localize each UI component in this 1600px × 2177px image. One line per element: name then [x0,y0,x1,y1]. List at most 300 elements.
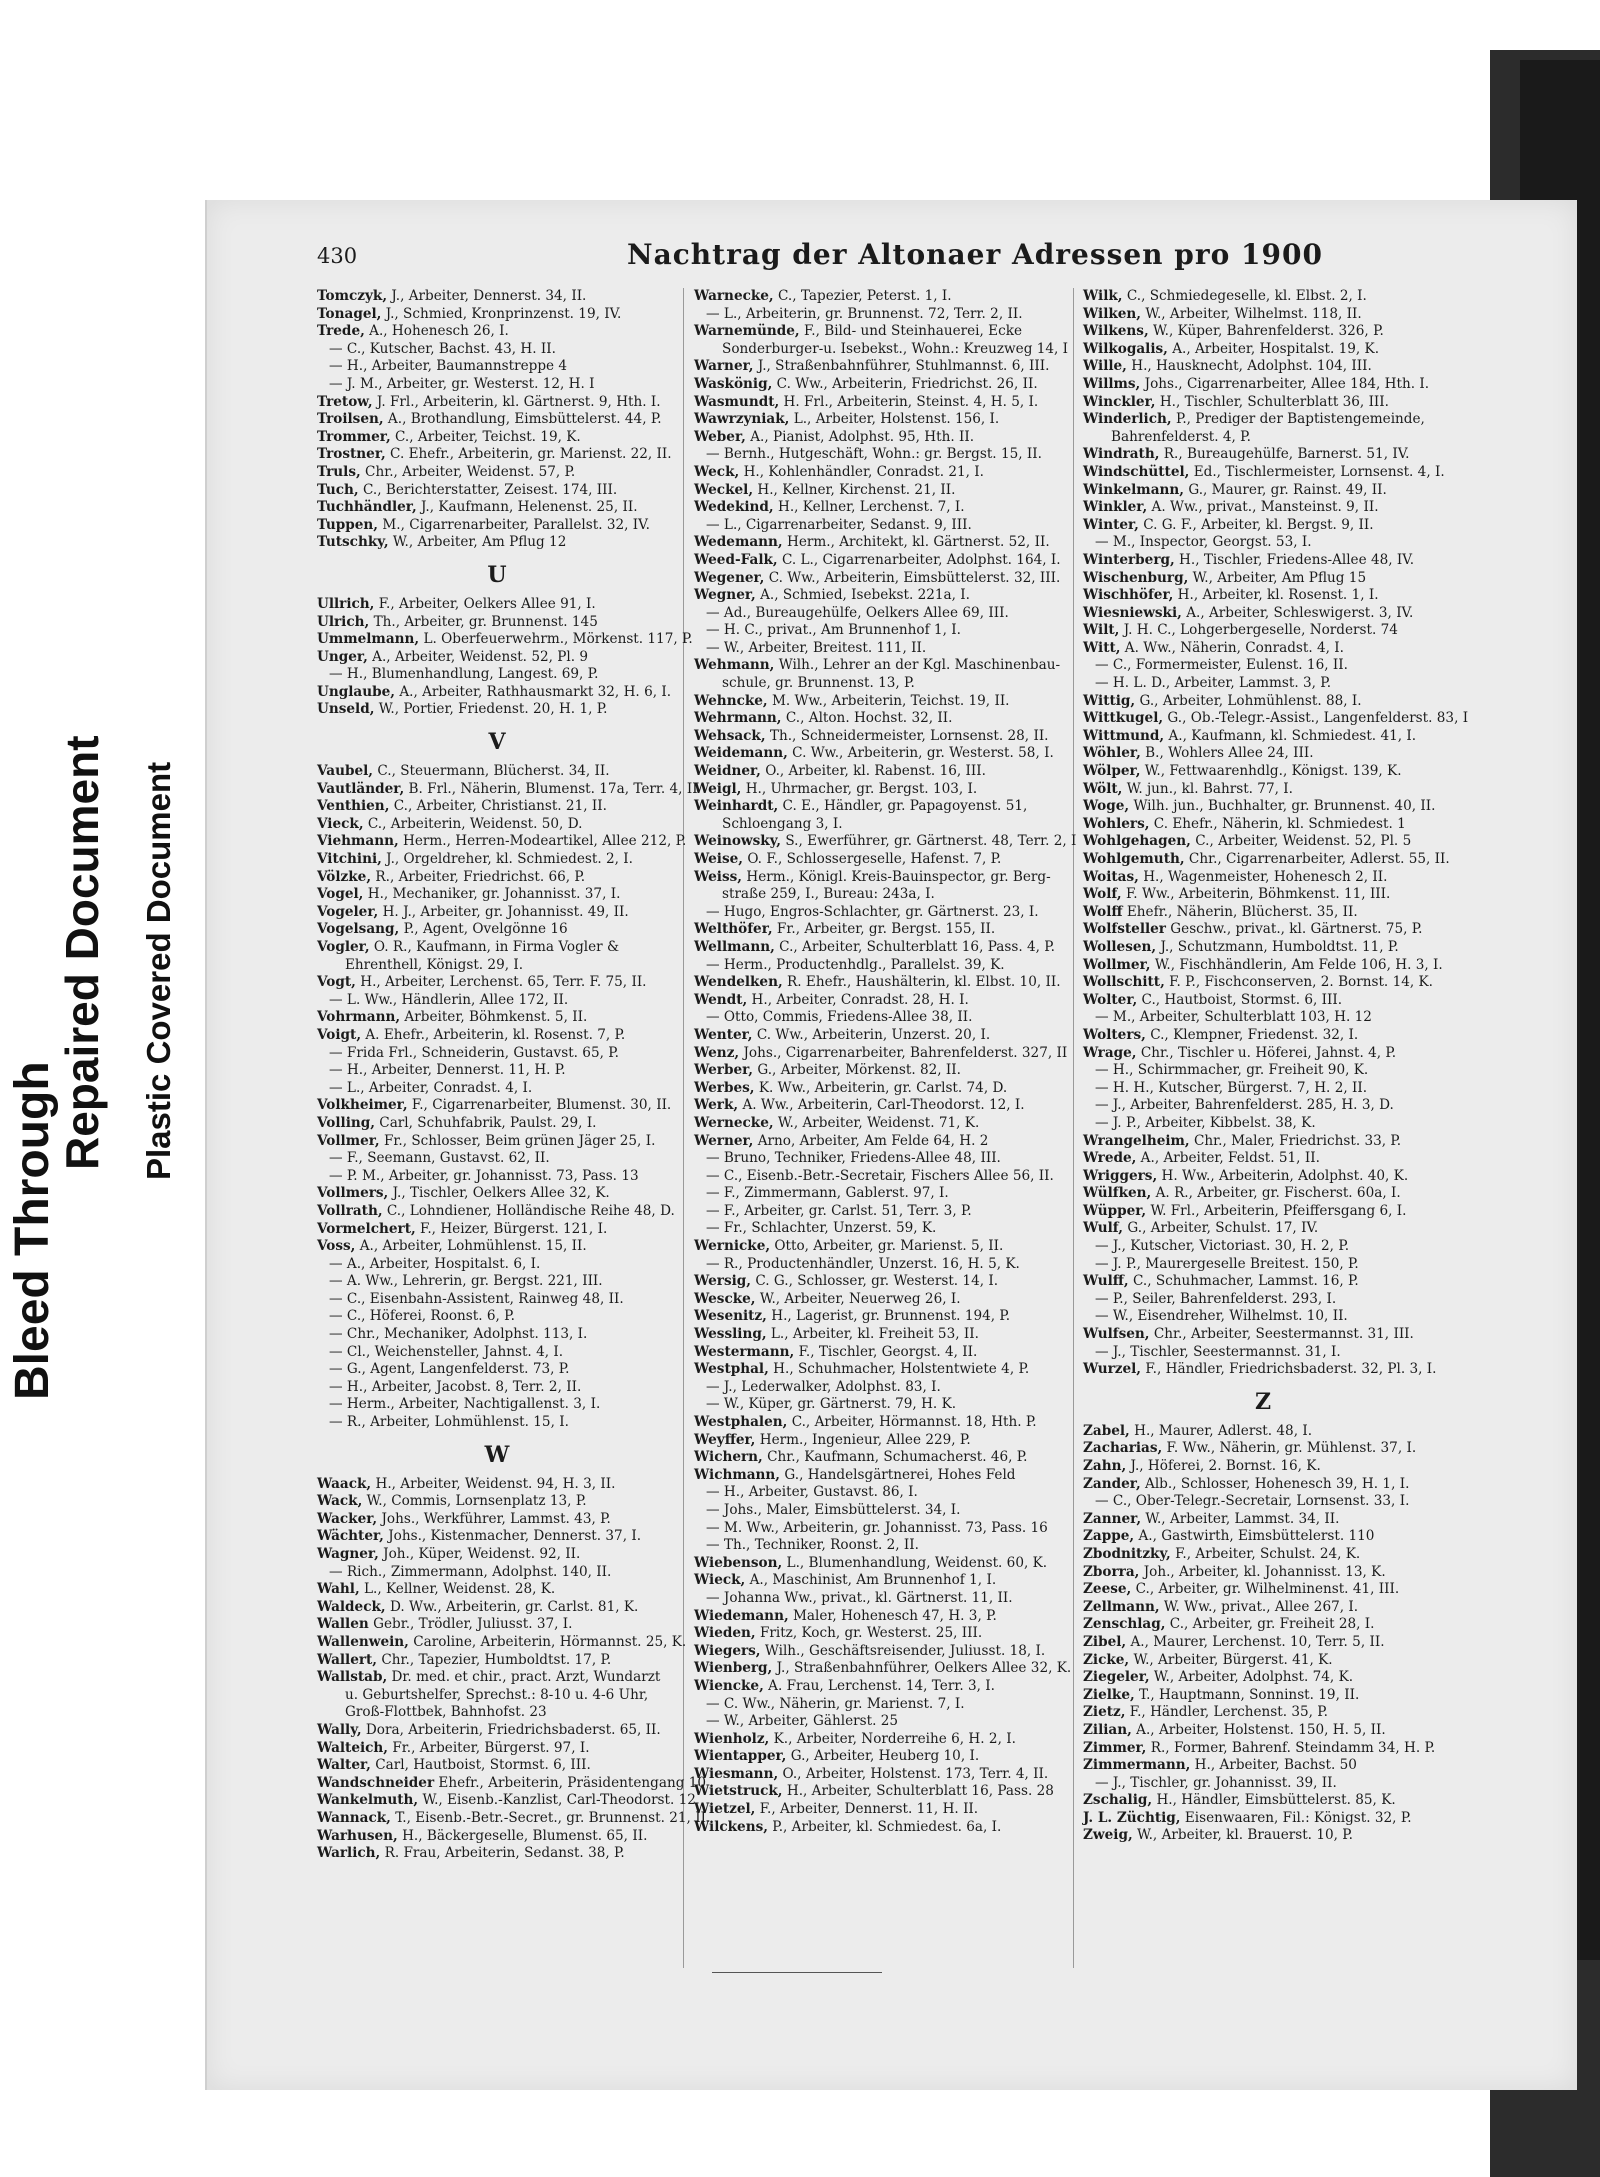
entry-details: Fr., Arbeiter, gr. Bergst. 155, II. [772,921,996,938]
entry-name: Werbes, [694,1079,755,1096]
directory-entry [1083,675,1443,693]
page-title: Nachtrag der Altonaer Adressen pro 1900 [627,238,1323,271]
entry-details: H., Schuhmacher, Holstentwiete 4, P. [768,1361,1030,1378]
directory-entry [694,1520,1054,1538]
directory-entry [694,1009,1054,1027]
entry-details: — J., Tischler, Seestermannst. 31, I. [1095,1343,1341,1360]
entry-name: Zibel, [1083,1633,1127,1650]
entry-name: Wacker, [317,1510,378,1527]
directory-entry [1083,1291,1443,1309]
entry-details: Wilh., Lehrer an der Kgl. Maschinenbau- [774,657,1061,674]
directory-entry [1083,1256,1443,1274]
directory-entry [317,1476,677,1494]
entry-name: Viehmann, [317,833,399,850]
entry-details: straße 259, I., Bureau: 243a, I. [722,886,935,903]
entry-details: Joh., Küper, Weidenst. 92, II. [378,1546,581,1562]
entry-details: — R., Productenhändler, Unzerst. 16, H. 5, K. [706,1255,1020,1272]
directory-entry [317,429,677,447]
directory-entry [317,1062,677,1080]
directory-entry [1083,1185,1443,1203]
entry-details: L., Blumenhandlung, Weidenst. 60, K. [782,1554,1048,1571]
directory-entry [1083,851,1450,869]
entry-details: C., Alton. Hochst. 32, II. [781,710,953,727]
entry-name: Wolf, [1083,886,1122,903]
directory-entry [694,446,1054,464]
directory-entry [1083,552,1443,570]
directory-entry [1083,710,1469,728]
entry-details: Chr., Cigarrenarbeiter, Adlerst. 55, II. [1184,851,1450,867]
entry-name: Zicke, [1083,1651,1130,1668]
directory-entry [694,675,1054,693]
entry-details: W., Portier, Friedenst. 20, H. 1, P. [374,701,608,718]
entry-name: Wiegers, [694,1642,761,1659]
directory-entry [317,1273,677,1291]
entry-details: W., Fettwaarenhdlg., Königst. 139, K. [1140,763,1402,780]
directory-entry [1083,1097,1443,1115]
directory-entry [317,1150,677,1168]
directory-entry [317,358,677,376]
directory-entry [317,1291,677,1309]
entry-details: — Fr., Schlachter, Unzerst. 59, K. [706,1220,937,1237]
directory-entry [1083,728,1443,746]
entry-details: A. Ww., Näherin, Conradst. 4, I. [1120,639,1344,656]
directory-entry [317,1616,677,1634]
directory-entry [694,1256,1054,1274]
entry-name: Wernicke, [694,1238,771,1255]
entry-details: C., Arbeiterin, Weidenst. 50, D. [363,815,583,832]
entry-details: W., Arbeiter, Am Pflug 15 [1188,569,1367,586]
entry-name: Woge, [1083,798,1130,815]
entry-details: F., Tischler, Georgst. 4, II. [794,1343,978,1360]
entry-name: Wehsack, [694,727,766,744]
entry-name: Weiss, [694,868,743,885]
entry-details: T., Eisenb.-Betr.-Secret., gr. Brunnenst. 21, II. [390,1809,711,1826]
entry-details: F., Bild- und Steinhauerei, Ecke [799,323,1022,340]
directory-entry [1083,781,1443,799]
directory-entry [694,1537,1054,1555]
entry-name: Wichmann, [694,1466,781,1483]
entry-details: W., Arbeiter, Adolphst. 74, K. [1149,1669,1354,1686]
directory-entry [317,411,677,429]
directory-entry [1083,288,1443,306]
column-divider [1073,288,1074,1968]
entry-details: O. F., Schlossergeselle, Hafenst. 7, P. [743,851,1002,867]
directory-entry [317,921,677,939]
entry-name: Weyffer, [694,1431,756,1448]
entry-name: Wedemann, [694,534,783,551]
entry-details: S., Ewerführer, gr. Gärtnerst. 48, Terr. 2, I [781,833,1077,850]
entry-details: — M., Arbeiter, Schulterblatt 103, H. 12 [1095,1009,1372,1026]
entry-name: Werk, [694,1097,739,1114]
directory-entry [1083,570,1443,588]
entry-details: Ed., Tischlermeister, Lornsenst. 4, I. [1189,463,1445,480]
directory-entry [317,1546,677,1564]
directory-entry [1083,1757,1443,1775]
directory-entry [694,1273,1054,1291]
entry-details: D. Ww., Arbeiterin, gr. Carlst. 81, K. [385,1598,639,1615]
entry-details: J., Tischler, Oelkers Allee 32, K. [388,1185,610,1202]
entry-details: — Otto, Commis, Friedens-Allee 38, II. [706,1009,973,1026]
entry-name: Wawrzyniak, [694,411,790,428]
entry-details: H., Hausknecht, Adolphst. 104, III. [1126,358,1372,375]
entry-name: Windrath, [1083,446,1160,463]
entry-details: A., Pianist, Adolphst. 95, Hth. II. [745,428,975,445]
entry-name: Wittig, [1083,692,1136,709]
entry-details: Chr., Kaufmann, Schumacherst. 46, P. [762,1449,1028,1466]
entry-name: Wendelken, [694,974,783,991]
directory-entry [317,1828,677,1846]
entry-details: — C., Kutscher, Bachst. 43, H. II. [329,340,556,357]
entry-details: G., Handelsgärtnerei, Hohes Feld [780,1466,1016,1483]
entry-name: Wellmann, [694,938,775,955]
entry-details: u. Geburtshelfer, Sprechst.: 8-10 u. 4-6 Uhr, [345,1686,649,1703]
entry-name: Unseld, [317,701,375,718]
entry-details: — F., Arbeiter, gr. Carlst. 51, Terr. 3, P. [706,1202,972,1219]
entry-details: A., Maurer, Lerchenst. 10, Terr. 5, II. [1126,1633,1385,1650]
directory-entry [1083,1775,1443,1793]
entry-name: Wallstab, [317,1669,388,1686]
entry-name: Weidemann, [694,745,788,762]
entry-details: Bahrenfelderst. 4, P. [1111,428,1251,445]
entry-details: — A. Ww., Lehrerin, gr. Bergst. 221, III. [329,1273,603,1290]
directory-entry [694,1819,1054,1837]
directory-entry [317,376,677,394]
entry-name: Zschalig, [1083,1792,1153,1809]
entry-name: Wiedemann, [694,1607,789,1624]
entry-details: L., Arbeiter, kl. Freiheit 53, II. [766,1326,979,1343]
entry-details: Schloengang 3, I. [722,815,843,832]
directory-entry [317,974,677,992]
entry-details: A., Arbeiter, Schleswigerst. 3, IV. [1181,604,1414,621]
entry-details: H., Maurer, Adlerst. 48, I. [1129,1422,1313,1439]
entry-name: Vogeler, [317,903,379,920]
entry-name: Wack, [317,1493,363,1510]
entry-details: C. G., Schlosser, gr. Westerst. 14, I. [751,1273,999,1290]
directory-entry [317,464,677,482]
entry-details: — Ad., Bureaugehülfe, Oelkers Allee 69, III. [706,604,1009,621]
entry-name: Westermann, [694,1343,795,1360]
entry-name: Weckel, [694,481,754,498]
end-rule [712,1972,882,1973]
entry-details: — H. H., Kutscher, Bürgerst. 7, H. 2, II. [1095,1079,1368,1096]
directory-entry [317,1045,677,1063]
directory-entry [694,1133,1054,1151]
directory-entry [694,1713,1054,1731]
entry-details: A., Brothandlung, Eimsbüttelerst. 44, P. [383,411,662,428]
entry-details: J., Straßenbahnführer, Stuhlmannst. 6, III. [753,358,1050,375]
directory-entry [694,657,1061,675]
entry-details: W., Arbeiter, Neuerweg 26, I. [755,1290,961,1307]
directory-entry [694,974,1061,992]
entry-details: C., Steuermann, Blücherst. 34, II. [373,763,610,780]
directory-entry [1083,833,1443,851]
entry-details: C., Arbeiter, Weidenst. 52, Pl. 5 [1190,833,1412,850]
entry-details: — H., Arbeiter, Jacobst. 8, Terr. 2, II. [329,1378,582,1395]
directory-entry [1083,358,1443,376]
directory-entry [1083,446,1443,464]
entry-name: Westphalen, [694,1414,788,1430]
entry-details: A., Arbeiter, Holstenst. 150, H. 5, II. [1131,1721,1386,1738]
entry-name: Vaubel, [317,763,374,780]
entry-details: G., Maurer, gr. Rainst. 49, II. [1184,481,1387,498]
entry-details: H., Händler, Eimsbüttelerst. 85, K. [1152,1792,1396,1809]
directory-entry [1083,904,1443,922]
entry-details: C. G. F., Arbeiter, kl. Bergst. 9, II. [1138,516,1374,533]
entry-name: Wesenitz, [694,1308,767,1325]
entry-details: W., Arbeiter, Weidenst. 71, K. [773,1114,980,1131]
entry-details: H., Arbeiter, kl. Rosenst. 1, I. [1173,587,1379,604]
entry-name: Ummelmann, [317,631,420,648]
directory-entry [694,1766,1054,1784]
directory-entry [694,728,1054,746]
entry-details: — C., Eisenb.-Betr.-Secretair, Fischers Allee 56, II. [706,1167,1054,1184]
entry-details: — J., Kutscher, Victoriast. 30, H. 2, P. [1095,1238,1350,1255]
directory-entry [317,904,677,922]
directory-entry [1083,1045,1443,1063]
directory-entry [694,781,1054,799]
entry-name: Wiesniewski, [1083,604,1182,621]
entry-details: Alb., Schlosser, Hohenesch 39, H. 1, I. [1140,1475,1410,1492]
entry-details: C. Ehefr., Näherin, kl. Schmiedest. 1 [1149,815,1406,832]
entry-details: H., Kellner, Kirchenst. 21, II. [753,481,956,498]
entry-details: L., Arbeiter, Holstenst. 156, I. [789,411,1000,428]
entry-name: Wannack, [317,1809,391,1826]
entry-name: Wrede, [1083,1150,1137,1167]
entry-details: Johs., Cigarrenarbeiter, Bahrenfelderst. 327, II [739,1044,1068,1061]
directory-entry [694,957,1054,975]
directory-entry [317,869,677,887]
directory-entry [1083,1150,1443,1168]
entry-name: Wolter, [1083,991,1138,1008]
directory-entry [694,798,1054,816]
entry-name: Westphal, [694,1361,769,1378]
entry-details: C., Schuhmacher, Lammst. 16, P. [1128,1273,1359,1290]
directory-entry [694,1308,1054,1326]
entry-details: J., Kaufmann, Helenenst. 25, II. [416,499,638,516]
directory-entry [317,1185,677,1203]
document-page [205,200,1577,2090]
entry-name: Zimmermann, [1083,1757,1191,1774]
entry-name: Troilsen, [317,411,384,428]
directory-entry [317,1115,677,1133]
entry-details: — H., Arbeiter, Dennerst. 11, H. P. [329,1062,566,1079]
directory-entry [1083,1599,1443,1617]
entry-name: Vollrath, [317,1202,383,1219]
entry-name: Werner, [694,1132,754,1149]
entry-name: Wagner, [317,1546,379,1562]
directory-entry [694,1678,1054,1696]
entry-name: Wulfsen, [1083,1326,1150,1343]
directory-entry [317,1564,677,1582]
directory-entry [694,1502,1054,1520]
directory-entry [317,1704,677,1722]
entry-details: Dr. med. et chir., pract. Arzt, Wundarzt [387,1669,661,1686]
directory-entry [694,640,1054,658]
entry-details: W. jun., kl. Bahrst. 77, I. [1122,780,1293,797]
directory-entry [317,1396,677,1414]
directory-entry [694,693,1054,711]
directory-entry [1083,1361,1443,1379]
directory-entry [1083,921,1443,939]
directory-entry [694,710,1054,728]
entry-name: Tuppen, [317,516,379,533]
entry-details: F., Händler, Friedrichsbaderst. 32, Pl. 3, I. [1141,1361,1437,1378]
entry-details: Ehefr., Näherin, Blücherst. 35, II. [1122,903,1358,920]
directory-entry [317,1493,677,1511]
directory-entry [317,534,677,552]
directory-entry [694,1326,1054,1344]
column-divider [683,288,684,1968]
entry-name: Wilckens, [694,1818,768,1835]
entry-name: Unglaube, [317,683,395,700]
directory-entry [694,816,1054,834]
entry-details: — P. M., Arbeiter, gr. Johannisst. 73, Pass. 13 [329,1167,639,1184]
entry-name: Waack, [317,1475,372,1492]
entry-name: Walteich, [317,1739,389,1756]
entry-details: A. Ehefr., Arbeiterin, kl. Rosenst. 7, P. [361,1026,626,1043]
entry-details: — H., Blumenhandlung, Langest. 69, P. [329,666,599,683]
entry-name: Wernecke, [694,1114,774,1131]
directory-entry [694,1484,1054,1502]
entry-details: W., Küper, Bahrenfelderst. 326, P. [1148,323,1384,340]
entry-details: Chr., Tapezier, Humboldtst. 17, P. [377,1651,612,1668]
entry-name: Vohrmann, [317,1009,401,1026]
directory-entry [317,1757,677,1775]
directory-entry [694,1062,1054,1080]
entry-details: P., Prediger der Baptistengemeinde, [1171,411,1425,428]
entry-details: C. E., Händler, gr. Papagoyenst. 51, [778,798,1028,815]
directory-entry [694,517,1054,535]
entry-name: Voss, [317,1238,356,1255]
entry-details: C., Schmiedegeselle, kl. Elbst. 2, I. [1122,288,1367,304]
entry-name: Wischhöfer, [1083,587,1174,604]
entry-details: J. H. C., Lohgerbergeselle, Norderst. 74 [1119,622,1398,639]
directory-entry [317,1687,677,1705]
entry-details: J., Orgeldreher, kl. Schmiedest. 2, I. [381,851,633,868]
entry-name: Wurzel, [1083,1361,1142,1378]
entry-name: Wenz, [694,1044,740,1061]
directory-entry [694,288,1054,306]
entry-name: Wersig, [694,1273,752,1290]
directory-entry [694,1731,1054,1749]
entry-name: Wally, [317,1721,362,1738]
directory-entry [1083,482,1443,500]
entry-name: Wilk, [1083,288,1123,304]
entry-details: J., Arbeiter, Dennerst. 34, II. [387,288,587,304]
page-number: 430 [317,244,358,268]
entry-name: Tuch, [317,481,359,498]
entry-name: Wöhler, [1083,745,1141,762]
entry-name: Truls, [317,463,361,480]
entry-details: Chr., Tischler u. Höferei, Jahnst. 4, P. [1136,1044,1397,1061]
entry-name: Trostner, [317,446,386,463]
entry-name: Winckler, [1083,393,1156,410]
directory-entry [1083,957,1443,975]
entry-details: B., Wohlers Allee 24, III. [1140,745,1314,762]
directory-entry [317,446,677,464]
directory-entry [317,833,687,851]
section-letter: U [487,561,507,588]
entry-name: Volling, [317,1114,375,1131]
directory-entry [317,780,698,799]
directory-entry [1083,1027,1443,1045]
entry-details: H. Ww., Arbeiterin, Adolphst. 40, K. [1157,1167,1409,1184]
entry-details: W., Arbeiter, Bürgerst. 41, K. [1129,1651,1333,1668]
directory-entry [317,1080,677,1098]
entry-details: A. R., Arbeiter, gr. Fischerst. 60a, I. [1151,1185,1401,1202]
directory-entry [694,1396,1054,1414]
directory-entry [317,1344,677,1362]
entry-details: R. Ehefr., Haushälterin, kl. Elbst. 10, II. [782,974,1061,991]
entry-name: Wiesmann, [694,1765,779,1782]
directory-entry [317,1133,677,1151]
directory-entry [317,1379,677,1397]
entry-details: C. Ww., Arbeiterin, Unzerst. 20, I. [752,1026,991,1043]
directory-entry [1083,1740,1443,1758]
entry-details: — C., Ober-Telegr.-Secretair, Lornsenst. 33, I. [1095,1493,1410,1510]
entry-details: — Rich., Zimmermann, Adolphst. 140, II. [329,1563,612,1580]
directory-entry [1083,1810,1443,1828]
directory-entry [694,1467,1054,1485]
entry-details: — R., Arbeiter, Lohmühlenst. 15, I. [329,1414,569,1431]
entry-details: — H., Schirmmacher, gr. Freiheit 90, K. [1095,1062,1369,1079]
directory-entry [1083,534,1443,552]
entry-details: — L., Cigarrenarbeiter, Sedanst. 9, III. [706,516,972,533]
entry-details: C., Berichterstatter, Zeisest. 174, III. [358,481,618,498]
directory-entry [1083,1528,1443,1546]
entry-name: Wolfsteller [1083,921,1166,938]
entry-name: Wegner, [694,587,756,604]
directory-entry [317,1511,677,1529]
entry-details: A., Maschinist, Am Brunnenhof 1, I. [745,1572,997,1589]
entry-details: H., Kohlenhändler, Conradst. 21, I. [739,463,984,480]
entry-name: Zimmer, [1083,1739,1147,1756]
entry-details: P., Arbeiter, kl. Schmiedest. 6a, I. [767,1818,1002,1835]
directory-entry [694,745,1054,763]
entry-name: Vogt, [317,974,356,991]
directory-entry [317,1652,677,1670]
entry-details: — A., Arbeiter, Hospitalst. 6, I. [329,1255,541,1272]
entry-name: Werber, [694,1062,754,1079]
entry-details: H., Tischler, Schulterblatt 36, III. [1155,393,1389,410]
entry-name: Wolff [1083,903,1123,920]
directory-entry [694,1572,1054,1590]
entry-details: R., Bureaugehülfe, Barnerst. 51, IV. [1159,446,1410,463]
entry-name: Wieden, [694,1625,756,1642]
column-2 [694,288,1077,1836]
directory-entry [1083,1687,1443,1705]
entry-details: M., Cigarrenarbeiter, Parallelst. 32, IV. [378,516,650,533]
entry-details: C., Hautboist, Stormst. 6, III. [1137,991,1343,1008]
entry-details: C., Klempner, Friedenst. 32, I. [1145,1026,1359,1043]
section-letter: W [484,1441,510,1468]
directory-entry [317,341,677,359]
directory-entry [694,1044,1068,1063]
entry-name: Wollschitt, [1083,974,1165,991]
directory-entry [1083,816,1443,834]
entry-name: Wohlgehagen, [1083,833,1191,850]
entry-details: H., Arbeiter, Schulterblatt 16, Pass. 28 [782,1783,1054,1800]
entry-details: C. Ww., Arbeiterin, Friedrichst. 26, II. [772,375,1038,392]
entry-name: Wescke, [694,1290,756,1307]
entry-details: — Bruno, Techniker, Friedens-Allee 48, III. [706,1150,1001,1167]
entry-details: J., Schmied, Kronprinzenst. 19, IV. [381,305,622,322]
directory-entry [694,1555,1054,1573]
entry-details: H., Tischler, Friedens-Allee 48, IV. [1174,551,1415,568]
entry-name: Vieck, [317,815,364,832]
directory-entry [694,1150,1054,1168]
entry-details: Caroline, Arbeiterin, Hörmannst. 25, K. [408,1633,687,1650]
